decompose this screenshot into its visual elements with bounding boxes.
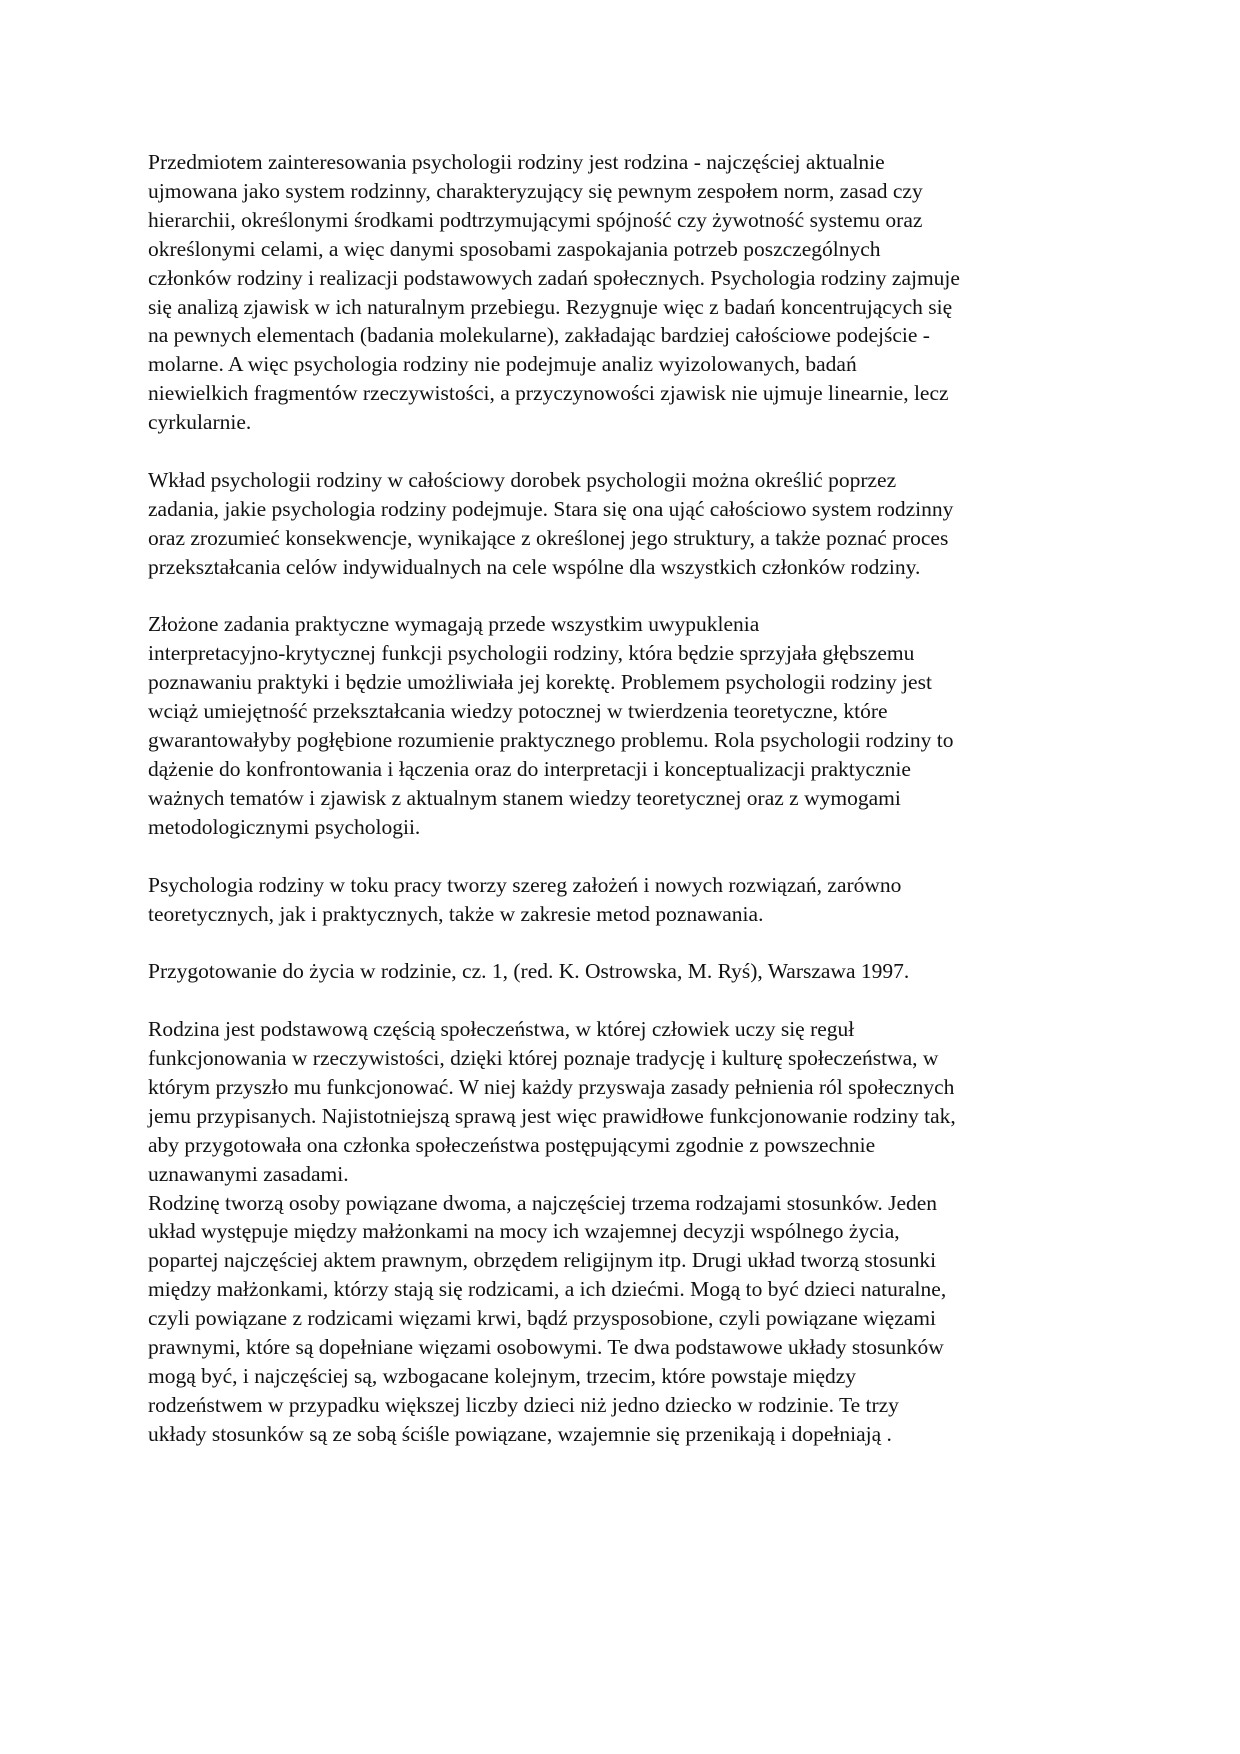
document-body xyxy=(148,148,1098,1449)
paragraph-citation: Przygotowanie do życia w rodzinie, cz. 1, (red. K. Ostrowska, M. Ryś), Warszawa 1997. xyxy=(148,959,910,984)
paragraph-assumptions: Psychologia rodziny w toku pracy tworzy szereg założeń i nowych rozwiązań, zarówno teoretycznych, jak i praktycznych, także w zakresie metod poznawania. xyxy=(148,872,902,926)
paragraph-spacer xyxy=(148,928,1098,957)
paragraph-spacer xyxy=(148,582,1098,611)
paragraph-practical-tasks: Złożone zadania praktyczne wymagają przede wszystkim uwypuklenia interpretacyjno-krytycznej funkcji psychologii rodziny, która będzie sprzyjała głębszemu poznawaniu praktyki i będzie umożliwiała jej korektę. Problemem psychologii rodziny jest wciąż umiejętność przekształcania wiedzy potocznej w twierdzenia teoretyczne, które gwarantowałyby pogłębione rozumienie praktycznego problemu. Rola psychologii rodziny to dążenie do konfrontowania i łączenia oraz do interpretacji i konceptualizacji praktycznie ważnych tematów i zjawisk z aktualnym stanem wiedzy teoretycznej oraz z wymogami metodologicznymi psychologii. xyxy=(148,612,954,839)
paragraph-family-psychology-subject: Przedmiotem zainteresowania psychologii rodziny jest rodzina - najczęściej aktualnie ujmowana jako system rodzinny, charakteryzujący się pewnym zespołem norm, zasad czy hierarchii, określonymi środkami podtrzymującymi spójność czy żywotność systemu oraz określonymi celami, a więc danymi sposobami zaspokajania potrzeb poszczególnych członków rodziny i realizacji podstawowych zadań społecznych. Psychologia rodziny zajmuje się analizą zjawisk w ich naturalnym przebiegu. Rezygnuje więc z badań koncentrujących się na pewnych elementach (badania molekularne), zakładając bardziej całościowe podejście - molarne. A więc psychologia rodziny nie podejmuje analiz wyizolowanych, badań niewielkich fragmentów rzeczywistości, a przyczynowości zjawisk nie ujmuje linearnie, lecz cyrkularnie. xyxy=(148,150,960,435)
paragraph-spacer xyxy=(148,842,1098,871)
paragraph-contribution: Wkład psychologii rodziny w całościowy dorobek psychologii można określić poprzez zadania, jakie psychologia rodziny podejmuje. Stara się ona ująć całościowo system rodzinny oraz zrozumieć konsekwencje, wynikające z określonej jego struktury, a także poznać proces przekształcania celów indywidualnych na cele wspólne dla wszystkich członków rodziny. xyxy=(148,467,954,579)
paragraph-family-foundation: Rodzina jest podstawową częścią społeczeństwa, w której człowiek uczy się reguł funkcjonowania w rzeczywistości, dzięki której poznaje tradycję i kulturę społeczeństwa, w którym przyszło mu funkcjonować. W niej każdy przyswaja zasady pełnienia ról społecznych jemu przypisanych. Najistotniejszą sprawą jest więc prawidłowe funkcjonowanie rodziny tak, aby przygotowała ona członka społeczeństwa postępującymi zgodnie z powszechnie uznawanymi zasadami. xyxy=(148,1017,956,1186)
paragraph-spacer xyxy=(148,437,1098,466)
paragraph-spacer xyxy=(148,986,1098,1015)
paragraph-family-relations: Rodzinę tworzą osoby powiązane dwoma, a najczęściej trzema rodzajami stosunków. Jeden układ występuje między małżonkami na mocy ich wzajemnej decyzji wspólnego życia, popartej najczęściej aktem prawnym, obrzędem religijnym itp. Drugi układ tworzą stosunki między małżonkami, którzy stają się rodzicami, a ich dziećmi. Mogą to być dzieci naturalne, czyli powiązane z rodzicami więzami krwi, bądź przysposobione, czyli powiązane więzami prawnymi, które są dopełniane więzami osobowymi. Te dwa podstawowe układy stosunków mogą być, i najczęściej są, wzbogacane kolejnym, trzecim, które powstaje między rodzeństwem w przypadku większej liczby dzieci niż jedno dziecko w rodzinie. Te trzy układy stosunków są ze sobą ściśle powiązane, wzajemnie się przenikają i dopełniają . xyxy=(148,1190,947,1446)
